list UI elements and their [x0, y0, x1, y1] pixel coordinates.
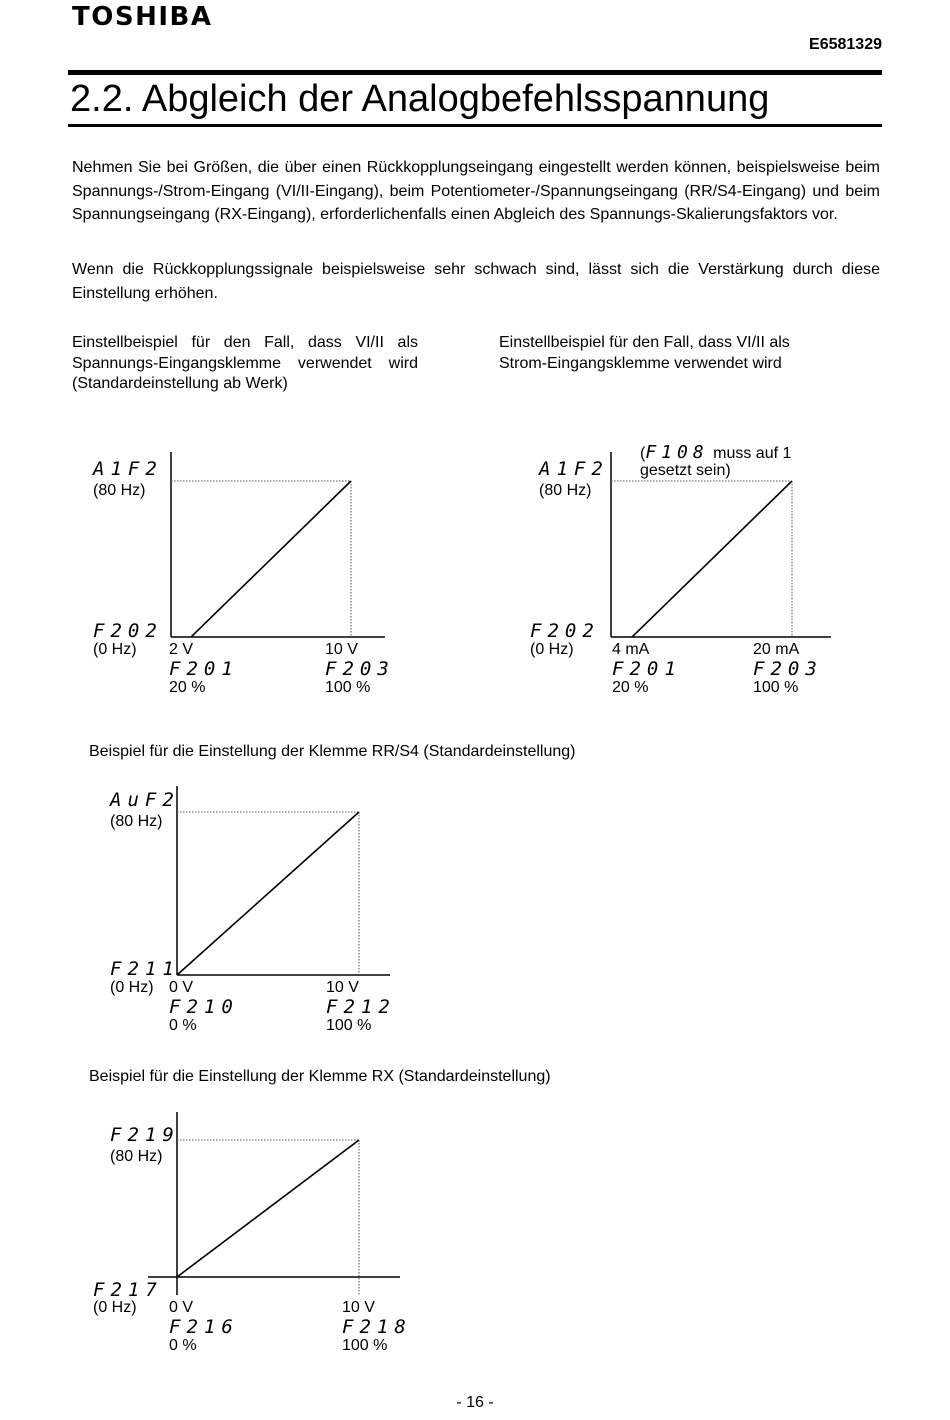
caption-line: Einstellbeispiel für den Fall, dass VI/II als — [72, 334, 418, 351]
note-line2: gesetzt sein) — [640, 462, 731, 479]
param-x-left: F201 — [612, 658, 682, 680]
param-y-bottom: F202 — [93, 620, 163, 642]
value-y-top: (80 Hz) — [93, 482, 146, 499]
caption-line: (Standardeinstellung ab Werk) — [72, 375, 288, 392]
param-y-top: F219 — [110, 1124, 180, 1146]
value-y-bottom: (0 Hz) — [93, 1299, 137, 1316]
value-y-top: (80 Hz) — [110, 1148, 163, 1165]
param-y-bottom: F202 — [530, 620, 600, 642]
value-x-right: 10 V — [325, 641, 358, 658]
param-x-right: F212 — [326, 996, 396, 1018]
param-x-left: F201 — [169, 658, 239, 680]
gain-paragraph: Wenn die Rückkopplungssignale beispielsweise sehr schwach sind, lässt sich die Verstärkung durch diese Einstellung erhöhen. — [72, 261, 880, 302]
param-y-bottom: F211 — [110, 958, 180, 980]
toshiba-logo: TOSHIBA — [72, 2, 213, 32]
caption-rx: Beispiel für die Einstellung der Klemme RX (Standardeinstellung) — [89, 1068, 551, 1085]
note-rest: muss auf 1 — [708, 445, 792, 462]
value-x-right: 20 mA — [753, 641, 800, 658]
value-x-left: 2 V — [169, 641, 194, 658]
intro-paragraph: Nehmen Sie bei Größen, die über einen Rückkopplungseingang eingestellt werden können, beispielsweise beim Spannungs-/Strom-Eingang (VI/II-Eingang), beim Potentiometer-/Spannungseingang (RR/S4-Eingang) und beim Spannungseingang (RX-Eingang), erforderlichenfalls einen Abgleich des Spannungs-Skalierungsfaktors vor. — [72, 159, 880, 223]
caption-rr-s4: Beispiel für die Einstellung der Klemme RR/S4 (Standardeinstellung) — [89, 743, 576, 760]
value-x-left: 0 V — [169, 979, 194, 996]
param-x-left: F210 — [169, 996, 239, 1018]
value-x-right: 10 V — [342, 1299, 375, 1316]
value-y-top: (80 Hz) — [539, 482, 592, 499]
section-title: 2.2. Abgleich der Analogbefehlsspannung — [70, 78, 770, 120]
note-param: F108 — [645, 442, 709, 463]
caption-line: Spannungs-Eingangsklemme verwendet wird — [72, 354, 418, 372]
param-x-right: F218 — [342, 1316, 412, 1338]
characteristic-line — [177, 1140, 359, 1277]
pct-x-right: 100 % — [342, 1337, 388, 1354]
param-y-top: A1F2 — [539, 458, 609, 480]
pct-x-left: 0 % — [169, 1337, 197, 1354]
page-number: - 16 - — [456, 1394, 494, 1411]
pct-x-left: 20 % — [169, 679, 206, 696]
pct-x-left: 0 % — [169, 1017, 197, 1034]
document-id: E6581329 — [809, 36, 882, 53]
note-open: ( — [640, 445, 646, 462]
caption-line: Strom-Eingangsklemme verwendet wird — [499, 354, 782, 372]
param-x-right: F203 — [753, 658, 823, 680]
value-x-right: 10 V — [326, 979, 359, 996]
value-y-bottom: (0 Hz) — [110, 979, 154, 996]
pct-x-right: 100 % — [325, 679, 371, 696]
pct-x-left: 20 % — [612, 679, 649, 696]
param-x-left: F216 — [169, 1316, 239, 1338]
param-y-top: AuF2 — [110, 789, 180, 811]
param-y-bottom: F217 — [93, 1279, 163, 1301]
param-y-top: A1F2 — [93, 458, 163, 480]
pct-x-right: 100 % — [753, 679, 799, 696]
value-y-top: (80 Hz) — [110, 813, 163, 830]
value-x-left: 4 mA — [612, 641, 650, 658]
value-x-left: 0 V — [169, 1299, 194, 1316]
value-y-bottom: (0 Hz) — [530, 641, 574, 658]
caption-line: Einstellbeispiel für den Fall, dass VI/II als — [499, 334, 790, 351]
param-x-right: F203 — [325, 658, 395, 680]
pct-x-right: 100 % — [326, 1017, 372, 1034]
value-y-bottom: (0 Hz) — [93, 641, 137, 658]
